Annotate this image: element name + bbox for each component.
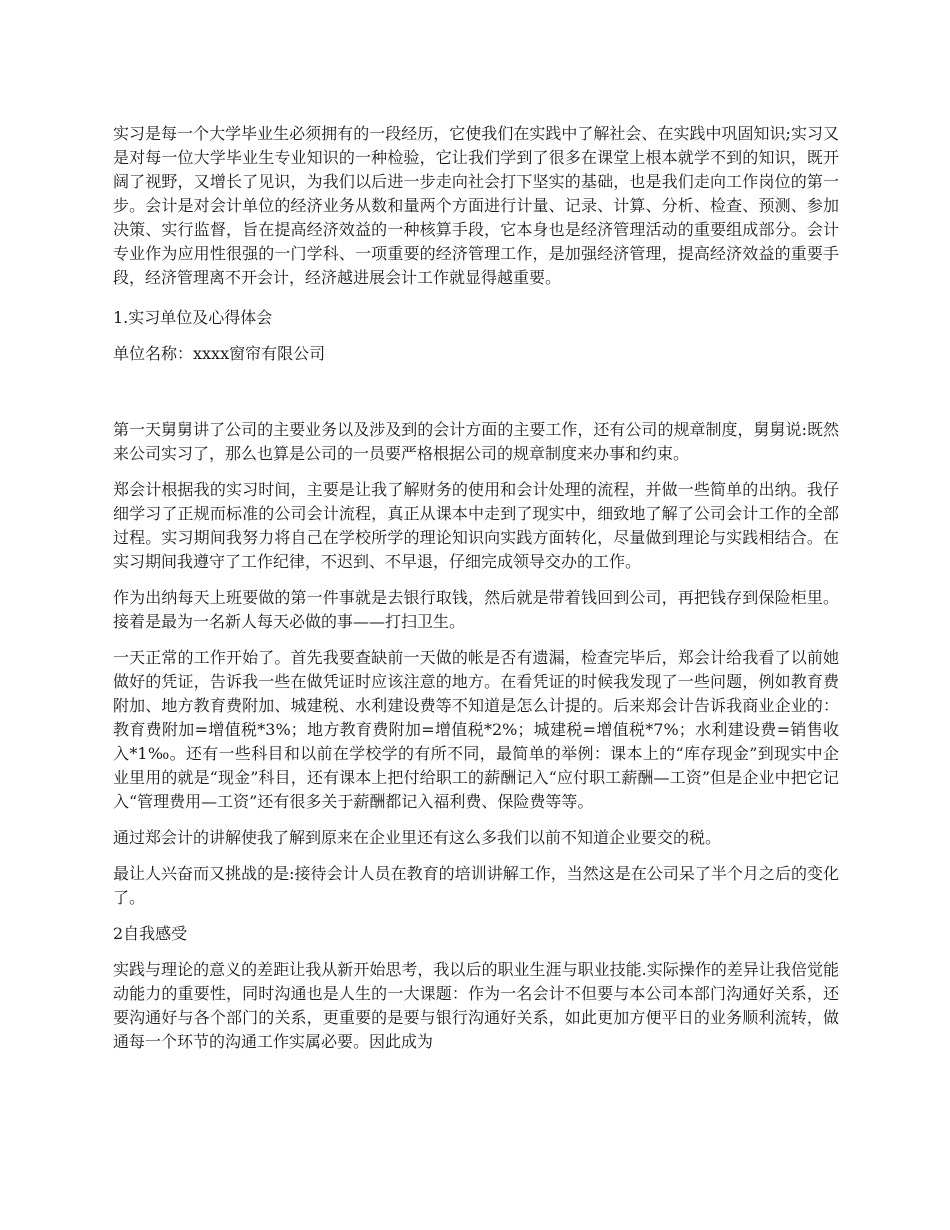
intro-paragraph: 实习是每一个大学毕业生必须拥有的一段经历，它使我们在实践中了解社会、在实践中巩固知识;实习又是对每一位大学毕业生专业知识的一种检验，它让我们学到了很多在课堂上根本就学不到的知识，既开阔了视野，又增长了见识，为我们以后进一步走向社会打下坚实的基础，也是我们走向工作岗位的第一步。会计是对会计单位的经济业务从数和量两个方面进行计量、记录、计算、分析、检查、预测、参加决策、实行监督，旨在提高经济效益的一种核算手段，它本身也是经济管理活动的重要组成部分。会计专业作为应用性很强的一门学科、一项重要的经济管理工作，是加强经济管理，提高经济效益的重要手段，经济管理离不开会计，经济越进展会计工作就显得越重要。 bbox=[113, 124, 839, 287]
paragraph-taxes: 通过郑会计的讲解使我了解到原来在企业里还有这么多我们以前不知道企业要交的税。 bbox=[113, 828, 722, 847]
unit-name: 单位名称：xxxx窗帘有限公司 bbox=[113, 344, 326, 363]
document-page bbox=[113, 122, 839, 1054]
section-2-heading: 2自我感受 bbox=[113, 924, 188, 943]
paragraph-daily-work: 一天正常的工作开始了。首先我要查缺前一天做的帐是否有遗漏，检查完毕后，郑会计给我看了以前她做好的凭证，告诉我一些在做凭证时应该注意的地方。在看凭证的时候我发现了一些问题，例如教育费附加、地方教育费附加、城建税、水利建设费等不知道是怎么计提的。后来郑会计告诉我商业企业的：教育费附加=增值税*3%；地方教育费附加=增值税*2%；城建税=增值税*7%；水利建设费=销售收入*1‰。还有一些科目和以前在学校学的有所不同，最简单的举例：课本上的“库存现金”到现实中企业里用的就是“现金”科目，还有课本上把付给职工的薪酬记入“应付职工薪酬—工资”但是企业中把它记入“管理费用—工资”还有很多关于薪酬都记入福利费、保险费等等。 bbox=[113, 648, 839, 811]
paragraph-internship-work: 郑会计根据我的实习时间，主要是让我了解财务的使用和会计处理的流程，并做一些简单的出纳。我仔细学习了正规而标准的公司会计流程，真正从课本中走到了现实中，细致地了解了公司会计工作的全部过程。实习期间我努力将自己在学校所学的理论知识向实践方面转化，尽量做到理论与实践相结合。在实习期间我遵守了工作纪律，不迟到、不早退，仔细完成领导交办的工作。 bbox=[113, 480, 839, 571]
paragraph-training: 最让人兴奋而又挑战的是:接待会计人员在教育的培训讲解工作，当然这是在公司呆了半个月之后的变化了。 bbox=[113, 864, 839, 907]
paragraph-self-reflection: 实践与理论的意义的差距让我从新开始思考，我以后的职业生涯与职业技能.实际操作的差异让我倍觉能动能力的重要性，同时沟通也是人生的一大课题：作为一名会计不但要与本公司本部门沟通好关系，还要沟通好与各个部门的关系，更重要的是要与银行沟通好关系，如此更加方便平日的业务顺利流转，做通每一个环节的沟通工作实属必要。因此成为 bbox=[113, 960, 839, 1051]
paragraph-cashier-duty: 作为出纳每天上班要做的第一件事就是去银行取钱，然后就是带着钱回到公司，再把钱存到保险柜里。接着是最为一名新人每天必做的事——打扫卫生。 bbox=[113, 588, 839, 631]
paragraph-first-day: 第一天舅舅讲了公司的主要业务以及涉及到的会计方面的主要工作，还有公司的规章制度，舅舅说:既然来公司实习了，那么也算是公司的一员要严格根据公司的规章制度来办事和约束。 bbox=[113, 420, 839, 463]
section-1-heading: 1.实习单位及心得体会 bbox=[113, 308, 273, 327]
